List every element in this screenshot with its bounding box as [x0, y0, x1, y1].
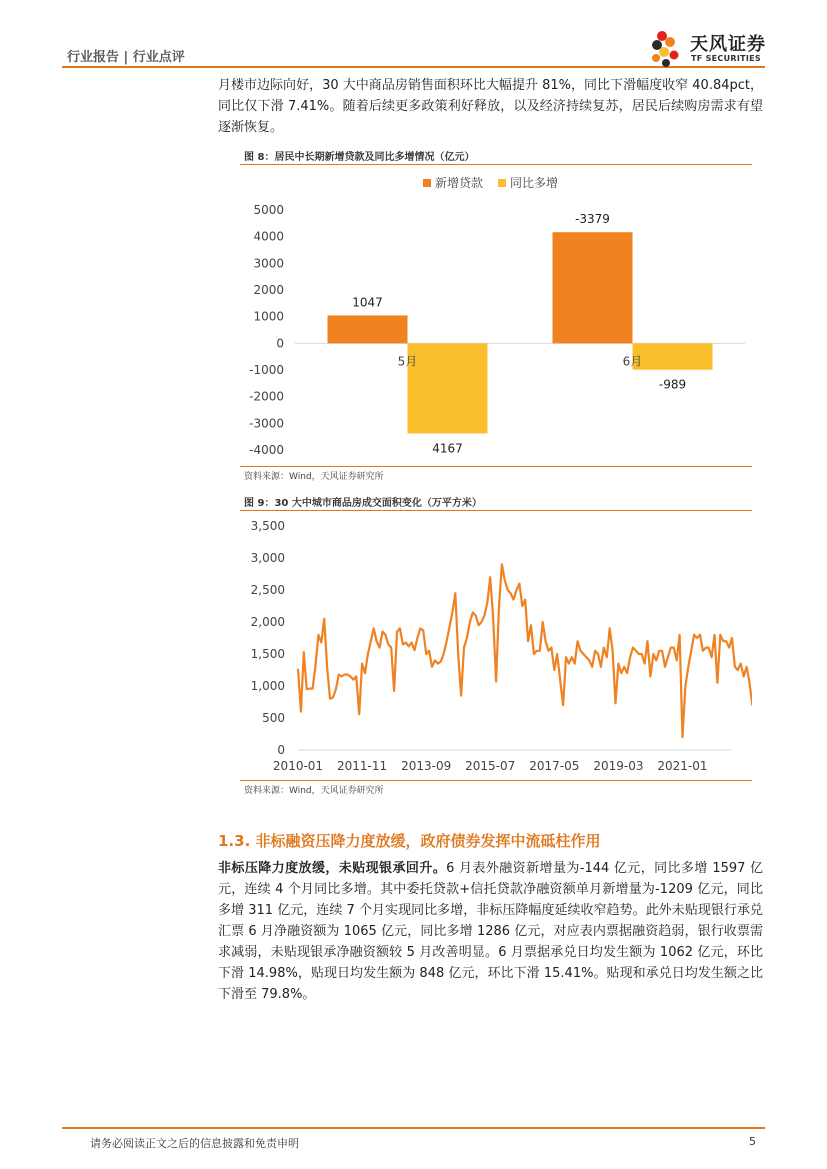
figure9-bottom-rule — [240, 780, 752, 781]
y-tick-label: 1,500 — [250, 647, 285, 661]
x-tick-label: 2015-07 — [465, 759, 516, 773]
y-tick-label: 2,500 — [250, 583, 285, 597]
x-tick-label: 2019-03 — [593, 759, 644, 773]
logo-text-cn: 天风证券 — [690, 34, 766, 55]
bar-2-1 — [408, 343, 488, 433]
figure9-title: 图 9：30 大中城市商品房成交面积变化（万平方米） — [244, 498, 482, 509]
data-label: -989 — [658, 377, 687, 392]
logo-text-en: TF SECURITIES — [691, 54, 761, 63]
y-tick-label: 5000 — [253, 203, 284, 217]
legend-label-2: 同比多增 — [510, 176, 559, 190]
figure8-title: 图 8：居民中长期新增贷款及同比多增情况（亿元） — [244, 152, 475, 163]
bar-2-2 — [633, 343, 713, 369]
area-sales-line — [298, 564, 752, 737]
figure9-source: 资料来源：Wind，天风证券研究所 — [244, 786, 384, 796]
y-tick-label: 2,000 — [250, 615, 285, 629]
data-label: -3379 — [575, 212, 610, 227]
data-label: 1047 — [352, 295, 383, 310]
y-tick-label: 3000 — [253, 256, 284, 271]
x-tick-label: 2010-01 — [272, 759, 324, 773]
y-tick-label: -1000 — [249, 363, 284, 377]
bar-1-1 — [328, 315, 408, 343]
y-tick-label: 3,500 — [250, 519, 285, 533]
x-tick-label: 2021-01 — [657, 759, 708, 773]
y-tick-label: -2000 — [249, 389, 284, 404]
intro-paragraph: 月楼市边际向好，30 大中商品房销售面积环比大幅提升 81%，同比下滑幅度收窄 40.84pct，同比仅下滑 7.41%。随着后续更多政策利好释放，以及经济持续复苏，居民后续购房需求有望逐渐恢复。 — [218, 78, 763, 135]
x-tick-label: 2013-09 — [401, 759, 452, 773]
y-tick-label: 0 — [276, 336, 284, 351]
y-tick-label: 4000 — [253, 229, 284, 244]
figure8-bottom-rule — [240, 466, 752, 467]
x-category-label: 6月 — [622, 354, 643, 369]
figure8-bar-chart — [240, 166, 752, 466]
legend-label-1: 新增贷款 — [435, 176, 484, 190]
y-tick-label: 1,000 — [250, 679, 285, 693]
x-tick-label: 2017-05 — [529, 759, 580, 773]
page-number: 5 — [749, 1135, 756, 1148]
figure8-source: 资料来源：Wind，天风证券研究所 — [244, 472, 384, 482]
data-label: 4167 — [432, 441, 463, 456]
x-tick-label: 2011-11 — [337, 759, 388, 773]
legend-swatch-2 — [498, 179, 506, 187]
bar-1-2 — [553, 232, 633, 343]
y-tick-label: 2000 — [253, 283, 284, 297]
section-lead: 非标压降力度放缓，未贴现银承回升。 — [218, 861, 447, 876]
figure9-line-chart — [240, 512, 752, 780]
y-tick-label: 0 — [277, 743, 285, 757]
legend-swatch-1 — [423, 179, 431, 187]
section-title: 1.3. 非标融资压降力度放缓，政府债券发挥中流砥柱作用 — [218, 832, 601, 850]
section-paragraph — [218, 858, 763, 1005]
y-tick-label: 1000 — [253, 309, 284, 324]
figure8-top-rule — [240, 164, 752, 165]
y-tick-label: 500 — [262, 711, 285, 725]
y-tick-label: -3000 — [249, 416, 284, 431]
figure9-top-rule — [240, 510, 752, 511]
footer-divider — [62, 1127, 765, 1129]
x-category-label: 5月 — [397, 354, 418, 369]
footer-disclaimer: 请务必阅读正文之后的信息披露和免责申明 — [90, 1137, 299, 1150]
y-tick-label: 3,000 — [250, 551, 285, 565]
report-category: 行业报告 | 行业点评 — [67, 50, 185, 65]
section-body: 6 月表外融资新增量为-144 亿元，同比多增 1597 亿元，连续 4 个月同比多增。其中委托贷款+信托贷款净融资额单月新增量为-1209 亿元，同比多增 311 亿元，连续 7 个月实现同比多增，非标压降幅度延续收窄趋势。此外未贴现银行承兑汇票 6 月净融资额为 1065 亿元，同比多增 1286 亿元，对应表内票据融资趋弱，银行收票需求减弱，未贴现银承净融资额较 5 月改善明显。6 月票据承兑日均发生额为 1062 亿元，环比下滑 14.98%，贴现日均发生额为 848 亿元，环比下滑 15.41%。贴现和承兑日均发生额之比下滑至 79.8%。 — [218, 861, 763, 1002]
y-tick-label: -4000 — [249, 443, 284, 457]
